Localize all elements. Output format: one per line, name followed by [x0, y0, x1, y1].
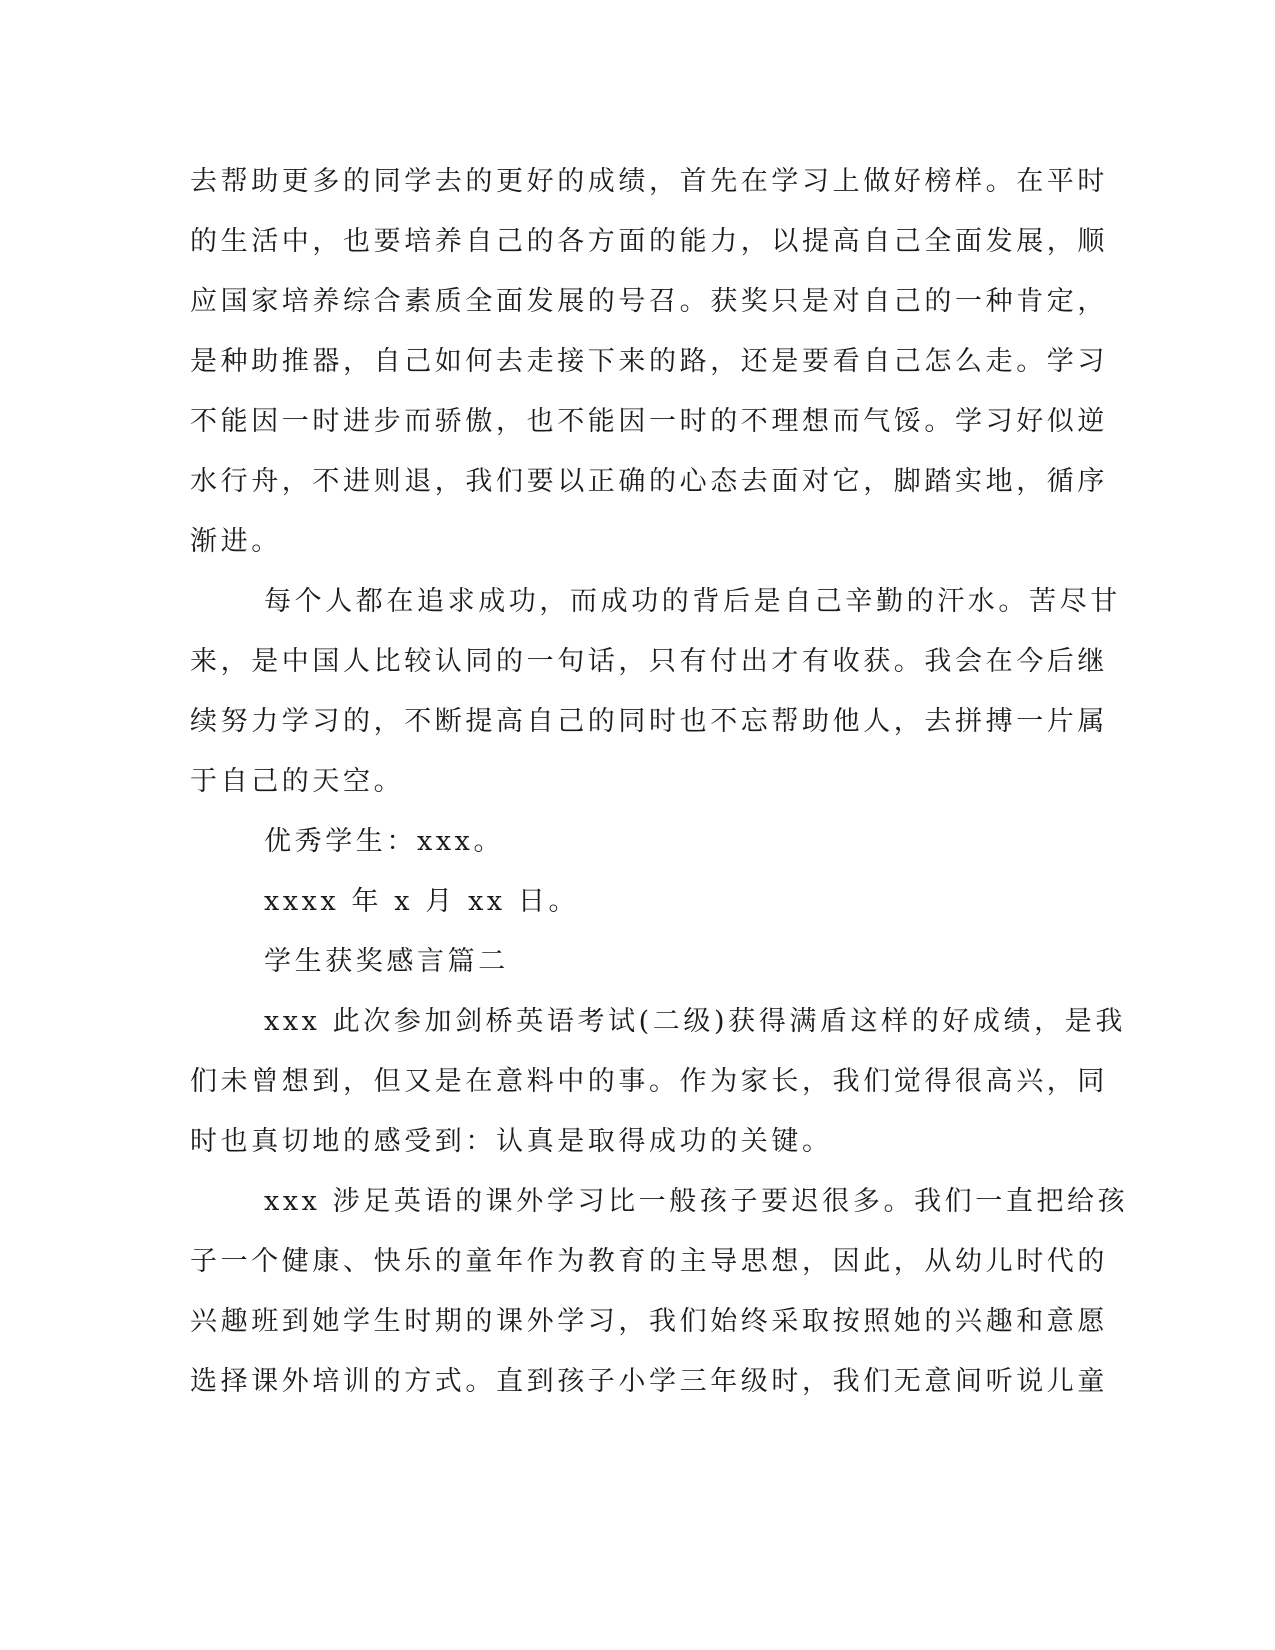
paragraph-first-line: xxx 涉足英语的课外学习比一般孩子要迟很多。我们一直把给孩	[264, 1186, 1129, 1217]
text-line: 选择课外培训的方式。直到孩子小学三年级时，我们无意间听说儿童	[190, 1366, 1108, 1397]
text-line: 的生活中，也要培养自己的各方面的能力，以提高自己全面发展，顺	[190, 226, 1108, 257]
section-heading: 学生获奖感言篇二	[264, 946, 509, 977]
text-line: 续努力学习的，不断提高自己的同时也不忘帮助他人，去拼搏一片属	[190, 706, 1108, 737]
text-line: 渐进。	[190, 526, 282, 557]
text-line: 们未曾想到，但又是在意料中的事。作为家长，我们觉得很高兴，同	[190, 1066, 1108, 1097]
paragraph-first-line: xxx 此次参加剑桥英语考试(二级)获得满盾这样的好成绩，是我	[264, 1006, 1126, 1037]
text-line: 于自己的天空。	[190, 766, 405, 797]
text-line: 水行舟，不进则退，我们要以正确的心态去面对它，脚踏实地，循序	[190, 466, 1108, 497]
signature-line: 优秀学生：xxx。	[264, 826, 505, 857]
text-line: 去帮助更多的同学去的更好的成绩，首先在学习上做好榜样。在平时	[190, 166, 1108, 197]
text-line: 时也真切地的感受到：认真是取得成功的关键。	[190, 1126, 833, 1157]
paragraph-first-line: 每个人都在追求成功，而成功的背后是自己辛勤的汗水。苦尽甘	[264, 586, 1121, 617]
text-line: 应国家培养综合素质全面发展的号召。获奖只是对自己的一种肯定，	[190, 286, 1108, 317]
text-line: 来，是中国人比较认同的一句话，只有付出才有收获。我会在今后继	[190, 646, 1108, 677]
text-line: 子一个健康、快乐的童年作为教育的主导思想，因此，从幼儿时代的	[190, 1246, 1108, 1277]
text-line: 是种助推器，自己如何去走接下来的路，还是要看自己怎么走。学习	[190, 346, 1108, 377]
text-line: 不能因一时进步而骄傲，也不能因一时的不理想而气馁。学习好似逆	[190, 406, 1108, 437]
date-line: xxxx 年 x 月 xx 日。	[264, 886, 580, 917]
text-line: 兴趣班到她学生时期的课外学习，我们始终采取按照她的兴趣和意愿	[190, 1306, 1108, 1337]
